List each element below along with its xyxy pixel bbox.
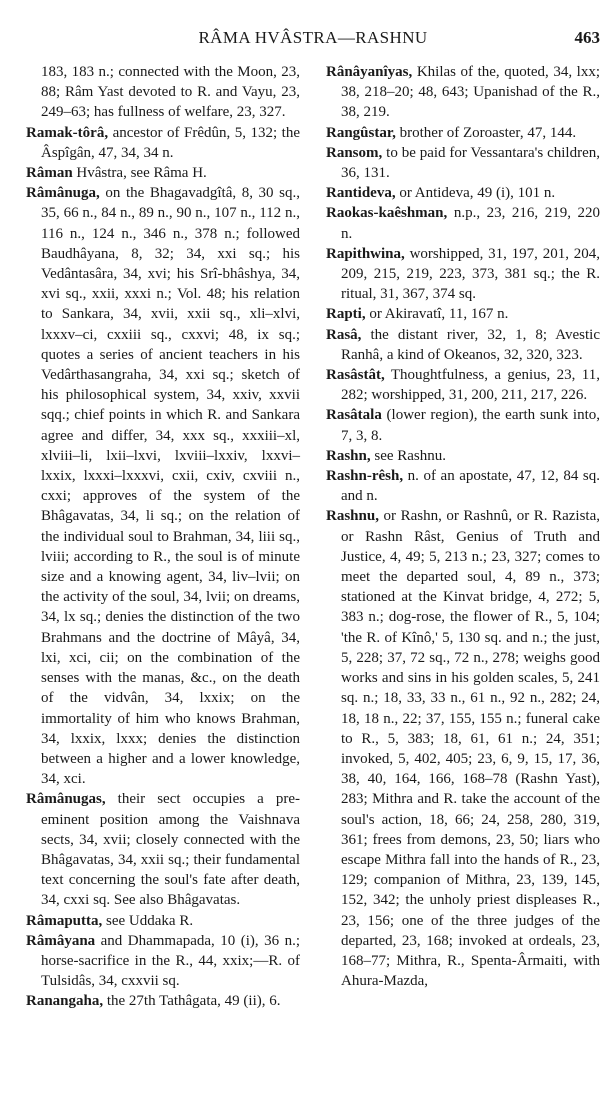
index-entry <box>26 163 300 183</box>
entry-headword: Rasâ, <box>326 326 362 343</box>
index-entry <box>26 123 300 163</box>
index-entry <box>26 991 300 1011</box>
page-number: 463 <box>574 28 600 47</box>
entry-body: Thoughtfulness, a genius, 23, 11, 282; worshipped, 31, 200, 211, 217, 226. <box>341 367 600 404</box>
entry-headword: Rapithwina, <box>326 245 405 262</box>
entry-body: ancestor of Frêdûn, 5, 132; the Âspîgân, 47, 34, 34 n. <box>41 124 300 161</box>
entry-body: n.p., 23, 216, 219, 220 n. <box>341 205 600 242</box>
entry-body: Khilas of the, quoted, 34, lxx; 38, 218–20; 48, 643; Upanishad of the R., 38, 219. <box>341 64 600 121</box>
index-entry <box>326 143 600 183</box>
left-column <box>26 62 300 1012</box>
entry-headword: Rasâstât, <box>326 367 385 384</box>
entry-headword: Rânâyanîyas, <box>326 64 413 80</box>
entry-headword: Rashn-rêsh, <box>326 468 404 485</box>
entry-body: the distant river, 32, 1, 8; Avestic Ranhâ, a kind of Okeanos, 32, 320, 323. <box>341 326 600 363</box>
index-entry <box>326 203 600 243</box>
index-entry <box>26 789 300 910</box>
entry-headword: Raokas-kaêshman, <box>326 205 448 222</box>
entry-body: and Dhammapada, 10 (i), 36 n.; horse-sacrifice in the R., 44, xxix;—R. of Tulsidâs, 34, cxxvii sq. <box>41 932 300 990</box>
entry-body: or Rashn, or Rashnû, or R. Razista, or Rashn Râst, Genius of Truth and Justice, 4, 49; 5, 213 n.; 23, 327; comes to meet the departed soul, 4, 89 n., 373; stationed at the Kinvat bridge, 4, 272; 5, 383 n.; dog-rose, the flower of R., 5, 104; 'the R. of Kînô,' 5, 130 sq. and n.; the just, 5, 228; 37, 72 sq., 72 n., 278; weighs good works and sins in his golden scales, 5, 241 sq. n.; 18, 33, 33 n., 61 n., 92 n., 282; 24, 18, 18 n., 22; 37, 155, 155 n.; funeral cake to R., 5, 383; 18, 61, 61 n.; 24, 351; invoked, 5, 402, 405; 23, 6, 9, 15, 17, 36, 38, 40, 164, 166, 168–78 (Rashn Yast), 283; Mithra and R. take the account of the soul's action, 18, 66; 24, 258, 280, 319, 361; frees from demons, 23, 50; liars who escape Mithra fall into the hands of R., 23, 129; companion of Mithra, 23, 139, 145, 152, 342; the unholy priest displeases R., 23, 156; one of the three judges of the departed, 23, 168; invoked at ordeals, 23, 168–77; Mithra, R., Spenta-Ârmaiti, with Ahura-Mazda, <box>341 508 600 990</box>
entry-headword: Ranangaha, <box>26 993 104 1010</box>
entry-headword: Râmânugas, <box>26 791 106 808</box>
index-entry <box>326 183 600 203</box>
entry-body: or Akiravatî, 11, 167 n. <box>365 306 509 323</box>
running-head <box>26 28 600 52</box>
entry-body: see Rashnu. <box>370 447 447 464</box>
entry-body: 183, 183 n.; connected with the Moon, 23, 88; Râm Yast devoted to R. and Vayu, 23, 249–63; has fullness of welfare, 23, 327. <box>41 64 300 121</box>
index-entry <box>326 446 600 466</box>
index-entry <box>26 911 300 931</box>
index-entry <box>326 405 600 445</box>
index-entry <box>326 365 600 405</box>
entry-headword: Râmaputta, <box>26 912 103 929</box>
entry-body: see Uddaka R. <box>102 912 194 929</box>
index-entry <box>326 244 600 305</box>
entry-body: Hvâstra, see Râma H. <box>72 165 207 182</box>
entry-body: brother of Zoroaster, 47, 144. <box>395 124 577 141</box>
entry-body: n. of an apostate, 47, 12, 84 sq. and n. <box>341 468 600 505</box>
entry-headword: Rapti, <box>326 306 366 323</box>
entry-headword: Rantideva, <box>326 185 396 202</box>
entry-body: the 27th Tathâgata, 49 (ii), 6. <box>103 993 281 1010</box>
index-entry <box>326 304 600 324</box>
index-entry <box>26 62 300 123</box>
index-entry <box>326 62 600 123</box>
running-title: RÂMA HVÂSTRA—RASHNU <box>198 28 428 47</box>
entry-headword: Râmânuga, <box>26 185 100 202</box>
index-entry <box>26 931 300 992</box>
entry-body: their sect occupies a pre-eminent position among the Vaishnava sects, 34, xvii; closely connected with the Bhâgavatas, 34, xxii sq.; their fundamental text concerning the soul's fate after death, 34, cxxi sq. See also Bhâgavatas. <box>41 791 300 909</box>
entry-headword: Râmâyana <box>26 932 96 949</box>
entry-headword: Rashn, <box>326 447 371 464</box>
index-entry <box>326 325 600 365</box>
right-column <box>326 62 600 991</box>
entry-headword: Rasâtala <box>326 407 382 424</box>
entry-headword: Rangûstar, <box>326 124 396 141</box>
index-entry <box>326 123 600 143</box>
entry-body: (lower region), the earth sunk into, 7, 3, 8. <box>341 407 600 444</box>
entry-headword: Rashnu, <box>326 508 379 525</box>
entry-headword: Ransom, <box>326 144 383 161</box>
entry-headword: Ramak-tôrâ, <box>26 124 109 141</box>
index-entry <box>326 506 600 991</box>
entry-headword: Râman <box>26 165 73 182</box>
entry-body: on the Bhagavadgîtâ, 8, 30 sq., 35, 66 n., 84 n., 89 n., 90 n., 107 n., 112 n., 116 n., 124 n., 346 n., 378 n.; followed Baudhâyana, 8, 32; 34, xxi sq.; his Vedântasâra, 34, xvi; his Srî-bhâshya, 34, xvi sq., xxii, xxxi n.; Vol. 48; his relation to Sankara, 34, xvii, xxii sq., xli–xlvi, lxxxv–ci, cxxiii sq., cxxvi; 48, ix sq.; quotes a series of ancient teachers in his Vedârthasangraha, 34, xxi sq.; sketch of his philosophical system, 34, xxiv, xxvii sqq.; chief points in which R. and Sankara agree and differ, 34, xxx sq., xxxiii–xl, xlviii–li, lxii–lxvi, lxviii–lxxiv, lxxvi–lxxix, lxxxi–lxxxvi, cxii, cxiv, cxviii n., cxxi; approves of the system of the Bhâgavatas, 34, li sq.; on the relation of the individual soul to Brahman, 34, liii sq., lviii; according to R., the soul is of minute size and a knowing agent, 34, liv–lvii; on the activity of the soul, 34, lvii; on dreams, 34, lx sq.; denies the distinction of the two Brahmans and the doctrine of Mâyâ, 34, lxi, xci, cii; on the combination of the senses with the manas, &c., on the death of the vidvân, 34, lxxix; on the immortality of him who knows Brahman, 34, lxxix, lxxx; denies the distinction between a higher and a lower knowledge, 34, xci. <box>41 185 300 788</box>
index-entry <box>326 466 600 506</box>
index-entry <box>26 183 300 789</box>
entry-body: worshipped, 31, 197, 201, 204, 209, 215, 219, 223, 373, 381 sq.; the R. ritual, 31, 367, 374 sq. <box>341 245 600 303</box>
index-columns <box>26 62 600 1082</box>
entry-body: or Antideva, 49 (i), 101 n. <box>395 185 556 202</box>
entry-body: to be paid for Vessantara's children, 36, 131. <box>341 144 600 182</box>
